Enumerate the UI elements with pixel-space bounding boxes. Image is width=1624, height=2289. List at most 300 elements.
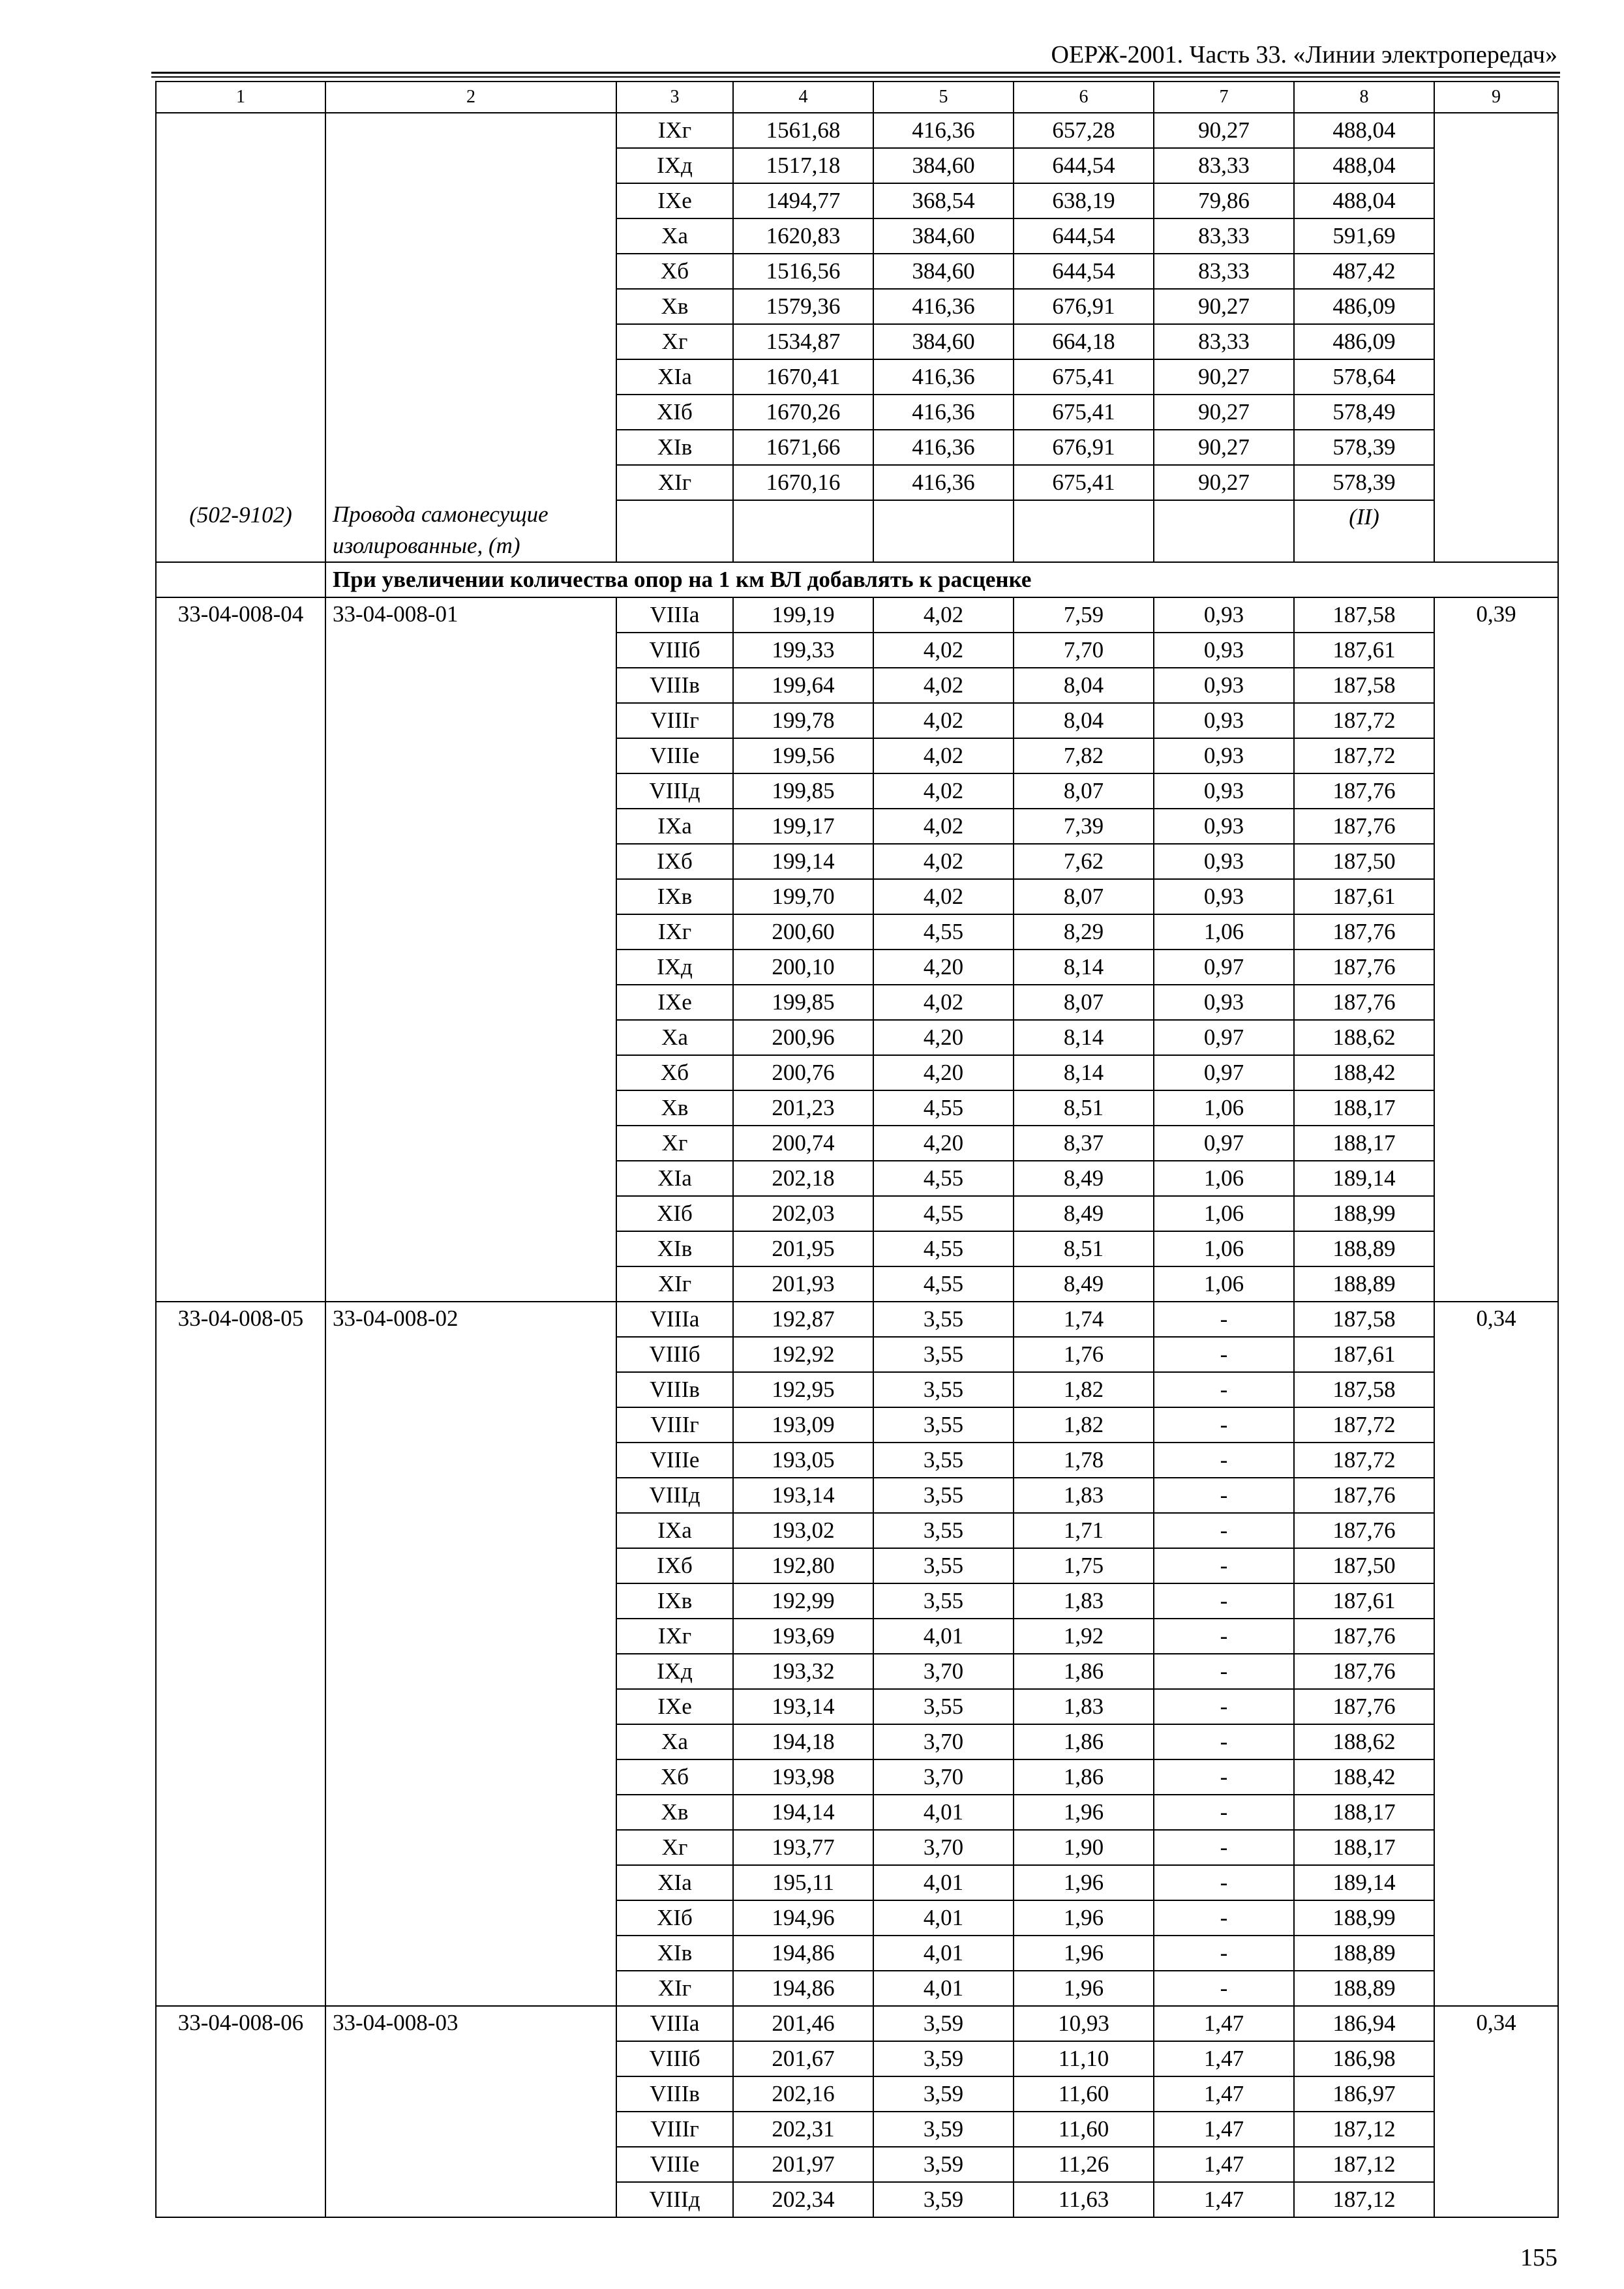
col-5-value-cell: 4,55 bbox=[873, 1231, 1014, 1266]
territory-zone-cell: IXд bbox=[616, 1654, 733, 1689]
col-8-value-cell: 187,50 bbox=[1294, 844, 1434, 879]
col-4-value-cell: 193,14 bbox=[733, 1689, 873, 1724]
rates-table-body bbox=[156, 82, 1558, 2217]
rate-code-cell: 33-04-008-06 bbox=[156, 2006, 325, 2217]
col-8-value-cell: 188,99 bbox=[1294, 1196, 1434, 1231]
col-4-value-cell: 193,69 bbox=[733, 1619, 873, 1654]
col-4-value-cell: 192,99 bbox=[733, 1583, 873, 1619]
col-8-value-cell: 187,72 bbox=[1294, 703, 1434, 738]
col-5-value-cell: 368,54 bbox=[873, 183, 1014, 218]
col-4-value-cell: 202,16 bbox=[733, 2076, 873, 2112]
col-7-value-cell: - bbox=[1154, 1724, 1294, 1759]
col-5-value-cell: 4,02 bbox=[873, 703, 1014, 738]
col-6-value-cell: 8,37 bbox=[1014, 1126, 1154, 1161]
col-7-value-cell: 0,97 bbox=[1154, 1055, 1294, 1090]
territory-zone-cell: Xа bbox=[616, 218, 733, 254]
col-7-value-cell: 83,33 bbox=[1154, 148, 1294, 183]
col-6-value-cell: 676,91 bbox=[1014, 289, 1154, 324]
col-5-value-cell: 4,01 bbox=[873, 1865, 1014, 1900]
territory-zone-cell: XIа bbox=[616, 1161, 733, 1196]
col-7-value-cell: 1,47 bbox=[1154, 2076, 1294, 2112]
col-7-value-cell: - bbox=[1154, 1372, 1294, 1407]
col-6-value-cell: 8,04 bbox=[1014, 668, 1154, 703]
col-6-value-cell: 1,96 bbox=[1014, 1971, 1154, 2006]
col-4-value-cell: 1579,36 bbox=[733, 289, 873, 324]
col-7-value-cell: - bbox=[1154, 1513, 1294, 1548]
col-8-value-cell: 187,72 bbox=[1294, 1407, 1434, 1443]
territory-zone-cell: XIг bbox=[616, 465, 733, 500]
col-5-value-cell: 3,55 bbox=[873, 1548, 1014, 1583]
column-number-1: 1 bbox=[156, 82, 325, 113]
col-5-value-cell: 3,55 bbox=[873, 1513, 1014, 1548]
col-5-value-cell: 3,55 bbox=[873, 1407, 1014, 1443]
territory-zone-cell: XIв bbox=[616, 430, 733, 465]
territory-zone-cell: VIIIб bbox=[616, 2041, 733, 2076]
col-7-value-cell: 0,93 bbox=[1154, 668, 1294, 703]
col-8-value-cell: 187,58 bbox=[1294, 1372, 1434, 1407]
col-7-value-cell: 83,33 bbox=[1154, 324, 1294, 359]
column-number-3: 3 bbox=[616, 82, 733, 113]
col-8-value-cell: 187,12 bbox=[1294, 2112, 1434, 2147]
col-6-value-cell: 1,96 bbox=[1014, 1900, 1154, 1936]
col-6-value-cell: 11,60 bbox=[1014, 2076, 1154, 2112]
territory-zone-cell: VIIIд bbox=[616, 2182, 733, 2217]
col-6-value-cell: 11,10 bbox=[1014, 2041, 1154, 2076]
col-6-value-cell: 638,19 bbox=[1014, 183, 1154, 218]
col-5-value-cell: 4,20 bbox=[873, 1126, 1014, 1161]
col-5-value-cell: 3,59 bbox=[873, 2182, 1014, 2217]
col-5-value-cell: 4,55 bbox=[873, 1090, 1014, 1126]
territory-zone-cell: Xг bbox=[616, 1830, 733, 1865]
territory-zone-cell: IXв bbox=[616, 1583, 733, 1619]
col-4-value-cell: 199,56 bbox=[733, 738, 873, 773]
col-6-value-cell: 1,86 bbox=[1014, 1724, 1154, 1759]
col-7-value-cell: 90,27 bbox=[1154, 113, 1294, 148]
col-4-value-cell: 200,96 bbox=[733, 1020, 873, 1055]
table-row bbox=[156, 597, 1558, 633]
col-5-value-cell: 4,55 bbox=[873, 1161, 1014, 1196]
col-6-value-cell: 1,75 bbox=[1014, 1548, 1154, 1583]
col-8-value-cell: 187,76 bbox=[1294, 1478, 1434, 1513]
col-4-value-cell bbox=[733, 500, 873, 562]
col-8-value-cell: 187,76 bbox=[1294, 985, 1434, 1020]
col-4-value-cell: 199,64 bbox=[733, 668, 873, 703]
col-5-value-cell: 3,59 bbox=[873, 2041, 1014, 2076]
col-5-value-cell: 416,36 bbox=[873, 395, 1014, 430]
col-5-value-cell: 4,02 bbox=[873, 985, 1014, 1020]
col-6-value-cell: 8,14 bbox=[1014, 950, 1154, 985]
col-4-value-cell: 194,18 bbox=[733, 1724, 873, 1759]
col-7-value-cell: - bbox=[1154, 1865, 1294, 1900]
territory-zone-cell: Xг bbox=[616, 1126, 733, 1161]
col-7-value-cell: 1,47 bbox=[1154, 2006, 1294, 2041]
col-4-value-cell: 201,67 bbox=[733, 2041, 873, 2076]
col-8-value-cell: 188,99 bbox=[1294, 1900, 1434, 1936]
rates-table bbox=[155, 81, 1559, 2218]
col-4-value-cell: 1670,16 bbox=[733, 465, 873, 500]
territory-zone-cell: VIIIе bbox=[616, 1443, 733, 1478]
col-4-value-cell: 192,92 bbox=[733, 1337, 873, 1372]
col-4-value-cell: 1516,56 bbox=[733, 254, 873, 289]
col-5-value-cell: 3,59 bbox=[873, 2112, 1014, 2147]
col-8-value-cell: 186,98 bbox=[1294, 2041, 1434, 2076]
territory-zone-cell: XIв bbox=[616, 1231, 733, 1266]
territory-zone-cell: Xб bbox=[616, 1055, 733, 1090]
col-8-value-cell: 188,62 bbox=[1294, 1020, 1434, 1055]
col-5-value-cell: 4,02 bbox=[873, 773, 1014, 809]
col-5-value-cell: 4,55 bbox=[873, 1266, 1014, 1302]
territory-zone-cell: XIб bbox=[616, 1196, 733, 1231]
col-4-value-cell: 199,17 bbox=[733, 809, 873, 844]
col-5-value-cell: 4,01 bbox=[873, 1936, 1014, 1971]
col-7-value-cell: 0,93 bbox=[1154, 844, 1294, 879]
col-5-value-cell: 3,70 bbox=[873, 1759, 1014, 1795]
territory-zone-cell: Xб bbox=[616, 254, 733, 289]
col-7-value-cell: - bbox=[1154, 1583, 1294, 1619]
col-7-value-cell: 1,06 bbox=[1154, 1090, 1294, 1126]
col-7-value-cell: 1,47 bbox=[1154, 2147, 1294, 2182]
col-5-value-cell: 3,55 bbox=[873, 1443, 1014, 1478]
col-4-value-cell: 199,85 bbox=[733, 773, 873, 809]
col-8-value-cell: 187,72 bbox=[1294, 738, 1434, 773]
col-8-value-cell: 188,42 bbox=[1294, 1055, 1434, 1090]
col-8-value-cell: 187,72 bbox=[1294, 1443, 1434, 1478]
col-8-value-cell: 187,61 bbox=[1294, 633, 1434, 668]
col-8-value-cell: 188,42 bbox=[1294, 1759, 1434, 1795]
col-6-value-cell: 8,07 bbox=[1014, 773, 1154, 809]
territory-zone-cell: VIIIб bbox=[616, 1337, 733, 1372]
col-8-value-cell: 187,58 bbox=[1294, 1302, 1434, 1337]
col-6-value-cell: 1,83 bbox=[1014, 1583, 1154, 1619]
col-7-value-cell: 1,47 bbox=[1154, 2112, 1294, 2147]
col-5-value-cell: 3,59 bbox=[873, 2006, 1014, 2041]
col-8-value-cell: 488,04 bbox=[1294, 148, 1434, 183]
territory-zone-cell: IXа bbox=[616, 809, 733, 844]
col-8-value-cell: 187,58 bbox=[1294, 668, 1434, 703]
col-4-value-cell: 193,32 bbox=[733, 1654, 873, 1689]
col-8-value-cell: 488,04 bbox=[1294, 113, 1434, 148]
col-9-value-cell: 0,34 bbox=[1434, 1302, 1558, 2006]
col-5-value-cell: 384,60 bbox=[873, 148, 1014, 183]
col-4-value-cell: 201,23 bbox=[733, 1090, 873, 1126]
col-6-value-cell: 1,86 bbox=[1014, 1654, 1154, 1689]
col-5-value-cell: 3,70 bbox=[873, 1830, 1014, 1865]
col-8-value-cell: 187,61 bbox=[1294, 1337, 1434, 1372]
rate-code-cell: 33-04-008-04 bbox=[156, 597, 325, 1302]
col-4-value-cell: 1670,41 bbox=[733, 359, 873, 395]
col-4-value-cell: 192,87 bbox=[733, 1302, 873, 1337]
column-number-5: 5 bbox=[873, 82, 1014, 113]
col-8-value-cell: 187,58 bbox=[1294, 597, 1434, 633]
col-4-value-cell: 199,78 bbox=[733, 703, 873, 738]
territory-zone-cell: VIIIе bbox=[616, 2147, 733, 2182]
col-6-value-cell: 664,18 bbox=[1014, 324, 1154, 359]
col-4-value-cell: 193,09 bbox=[733, 1407, 873, 1443]
territory-zone-cell: VIIIа bbox=[616, 1302, 733, 1337]
col-5-value-cell: 4,20 bbox=[873, 950, 1014, 985]
col-4-value-cell: 193,02 bbox=[733, 1513, 873, 1548]
territory-zone-cell: Xа bbox=[616, 1724, 733, 1759]
territory-zone-cell: IXг bbox=[616, 914, 733, 950]
col-6-value-cell: 1,83 bbox=[1014, 1478, 1154, 1513]
page-number: 155 bbox=[1520, 2244, 1557, 2271]
col-7-value-cell: 1,06 bbox=[1154, 914, 1294, 950]
col-9-value-cell bbox=[1434, 113, 1558, 562]
col-8-value-cell: 189,14 bbox=[1294, 1161, 1434, 1196]
territory-zone-cell: IXд bbox=[616, 950, 733, 985]
territory-zone-cell: VIIIа bbox=[616, 2006, 733, 2041]
col-7-value-cell: - bbox=[1154, 1971, 1294, 2006]
col-4-value-cell: 199,85 bbox=[733, 985, 873, 1020]
col-4-value-cell: 201,93 bbox=[733, 1266, 873, 1302]
section-note-row bbox=[156, 562, 1558, 597]
col-8-value-cell: 188,89 bbox=[1294, 1971, 1434, 2006]
col-5-value-cell: 416,36 bbox=[873, 359, 1014, 395]
col-5-value-cell: 4,02 bbox=[873, 633, 1014, 668]
col-4-value-cell: 201,46 bbox=[733, 2006, 873, 2041]
territory-zone-cell: Xа bbox=[616, 1020, 733, 1055]
col-4-value-cell: 193,77 bbox=[733, 1830, 873, 1865]
col-6-value-cell: 1,82 bbox=[1014, 1372, 1154, 1407]
column-number-7: 7 bbox=[1154, 82, 1294, 113]
col-5-value-cell: 4,01 bbox=[873, 1971, 1014, 2006]
col-7-value-cell: - bbox=[1154, 1302, 1294, 1337]
col-4-value-cell: 193,05 bbox=[733, 1443, 873, 1478]
col-8-value-cell: 188,17 bbox=[1294, 1126, 1434, 1161]
col-7-value-cell: 1,06 bbox=[1154, 1266, 1294, 1302]
territory-zone-cell: VIIIг bbox=[616, 2112, 733, 2147]
territory-zone-cell: IXг bbox=[616, 1619, 733, 1654]
col-8-value-cell: 188,89 bbox=[1294, 1266, 1434, 1302]
col-5-value-cell: 3,55 bbox=[873, 1583, 1014, 1619]
territory-zone-cell: XIг bbox=[616, 1971, 733, 2006]
col-8-value-cell: 486,09 bbox=[1294, 324, 1434, 359]
territory-zone-cell: VIIIв bbox=[616, 1372, 733, 1407]
resource-name-cell: Провода самонесущие изолированные, (т) bbox=[325, 113, 616, 562]
col-6-value-cell: 8,51 bbox=[1014, 1090, 1154, 1126]
col-4-value-cell: 1561,68 bbox=[733, 113, 873, 148]
col-7-value-cell: 90,27 bbox=[1154, 359, 1294, 395]
col-5-value-cell: 384,60 bbox=[873, 218, 1014, 254]
col-6-value-cell: 7,62 bbox=[1014, 844, 1154, 879]
col-8-value-cell: 187,76 bbox=[1294, 914, 1434, 950]
col-6-value-cell: 7,39 bbox=[1014, 809, 1154, 844]
col-8-value-cell: 578,39 bbox=[1294, 465, 1434, 500]
territory-zone-cell: IXа bbox=[616, 1513, 733, 1548]
col-8-value-cell: 486,09 bbox=[1294, 289, 1434, 324]
col-5-value-cell: 3,55 bbox=[873, 1689, 1014, 1724]
col-6-value-cell: 1,96 bbox=[1014, 1936, 1154, 1971]
col-5-value-cell: 4,02 bbox=[873, 879, 1014, 914]
col-6-value-cell: 11,60 bbox=[1014, 2112, 1154, 2147]
col-4-value-cell: 200,60 bbox=[733, 914, 873, 950]
territory-zone-cell: IXд bbox=[616, 148, 733, 183]
territory-zone-cell: IXе bbox=[616, 183, 733, 218]
col-6-value-cell: 1,92 bbox=[1014, 1619, 1154, 1654]
col-7-value-cell: 0,93 bbox=[1154, 985, 1294, 1020]
territory-zone-cell: IXв bbox=[616, 879, 733, 914]
col-4-value-cell: 192,95 bbox=[733, 1372, 873, 1407]
col-5-value-cell: 3,70 bbox=[873, 1654, 1014, 1689]
col-4-value-cell: 1671,66 bbox=[733, 430, 873, 465]
col-8-value-cell: 187,76 bbox=[1294, 809, 1434, 844]
col-4-value-cell: 192,80 bbox=[733, 1548, 873, 1583]
col-8-value-cell: 578,39 bbox=[1294, 430, 1434, 465]
col-4-value-cell: 194,86 bbox=[733, 1971, 873, 2006]
col-5-value-cell bbox=[873, 500, 1014, 562]
col-4-value-cell: 200,10 bbox=[733, 950, 873, 985]
col-7-value-cell: 0,97 bbox=[1154, 950, 1294, 985]
territory-zone-cell: VIIIг bbox=[616, 703, 733, 738]
col-4-value-cell: 200,76 bbox=[733, 1055, 873, 1090]
col-6-value-cell: 1,82 bbox=[1014, 1407, 1154, 1443]
col-6-value-cell: 1,96 bbox=[1014, 1795, 1154, 1830]
col-8-value-cell: 187,12 bbox=[1294, 2182, 1434, 2217]
col-4-value-cell: 199,70 bbox=[733, 879, 873, 914]
col-7-value-cell: - bbox=[1154, 1478, 1294, 1513]
col-6-value-cell: 7,70 bbox=[1014, 633, 1154, 668]
col-5-value-cell: 384,60 bbox=[873, 254, 1014, 289]
territory-zone-cell: VIIIд bbox=[616, 773, 733, 809]
col-4-value-cell: 202,18 bbox=[733, 1161, 873, 1196]
page-header-title: ОЕРЖ-2001. Часть 33. «Линии электропередач» bbox=[1051, 41, 1557, 68]
col-5-value-cell: 4,01 bbox=[873, 1795, 1014, 1830]
territory-zone-cell: IXб bbox=[616, 844, 733, 879]
col-8-value-cell: 187,76 bbox=[1294, 773, 1434, 809]
col-5-value-cell: 4,55 bbox=[873, 914, 1014, 950]
col-7-value-cell: - bbox=[1154, 1654, 1294, 1689]
col-4-value-cell: 1670,26 bbox=[733, 395, 873, 430]
col-4-value-cell: 199,33 bbox=[733, 633, 873, 668]
col-8-value-cell: 188,17 bbox=[1294, 1830, 1434, 1865]
col-6-value-cell: 8,29 bbox=[1014, 914, 1154, 950]
territory-zone-cell: VIIIв bbox=[616, 2076, 733, 2112]
territory-zone-cell: IXг bbox=[616, 113, 733, 148]
territory-zone-cell: IXе bbox=[616, 1689, 733, 1724]
col-7-value-cell: 1,06 bbox=[1154, 1231, 1294, 1266]
territory-zone-cell: Xв bbox=[616, 1795, 733, 1830]
col-6-value-cell: 675,41 bbox=[1014, 465, 1154, 500]
col-7-value-cell: 0,97 bbox=[1154, 1126, 1294, 1161]
col-9-value-cell: 0,34 bbox=[1434, 2006, 1558, 2217]
col-4-value-cell: 194,86 bbox=[733, 1936, 873, 1971]
table-row bbox=[156, 1302, 1558, 1337]
col-5-value-cell: 3,59 bbox=[873, 2076, 1014, 2112]
territory-zone-cell: XIв bbox=[616, 1936, 733, 1971]
col-6-value-cell: 8,51 bbox=[1014, 1231, 1154, 1266]
col-6-value-cell: 1,86 bbox=[1014, 1759, 1154, 1795]
col-7-value-cell: 0,93 bbox=[1154, 738, 1294, 773]
col-6-value-cell: 1,96 bbox=[1014, 1865, 1154, 1900]
col-5-value-cell: 416,36 bbox=[873, 430, 1014, 465]
col-4-value-cell: 1620,83 bbox=[733, 218, 873, 254]
col-7-value-cell: - bbox=[1154, 1759, 1294, 1795]
col-7-value-cell: 1,47 bbox=[1154, 2041, 1294, 2076]
col-5-value-cell: 384,60 bbox=[873, 324, 1014, 359]
col-5-value-cell: 4,20 bbox=[873, 1020, 1014, 1055]
col-4-value-cell: 202,34 bbox=[733, 2182, 873, 2217]
col-8-value-cell: 187,76 bbox=[1294, 1654, 1434, 1689]
col-6-value-cell: 8,49 bbox=[1014, 1161, 1154, 1196]
col-6-value-cell: 644,54 bbox=[1014, 218, 1154, 254]
col-4-value-cell: 194,96 bbox=[733, 1900, 873, 1936]
col-8-value-cell: 187,76 bbox=[1294, 950, 1434, 985]
col-6-value-cell: 657,28 bbox=[1014, 113, 1154, 148]
col-7-value-cell: - bbox=[1154, 1619, 1294, 1654]
col-4-value-cell: 201,95 bbox=[733, 1231, 873, 1266]
col-9-value-cell: 0,39 bbox=[1434, 597, 1558, 1302]
col-4-value-cell: 193,14 bbox=[733, 1478, 873, 1513]
col-6-value-cell: 1,71 bbox=[1014, 1513, 1154, 1548]
col-8-value-cell: 187,76 bbox=[1294, 1619, 1434, 1654]
col-6-value-cell: 8,49 bbox=[1014, 1196, 1154, 1231]
col-6-value-cell: 7,82 bbox=[1014, 738, 1154, 773]
table-row bbox=[156, 113, 1558, 148]
col-6-value-cell: 8,14 bbox=[1014, 1055, 1154, 1090]
col-5-value-cell: 3,55 bbox=[873, 1337, 1014, 1372]
section-note: При увеличении количества опор на 1 км ВЛ добавлять к расценке bbox=[325, 562, 1558, 597]
col-8-value-cell: 188,62 bbox=[1294, 1724, 1434, 1759]
base-rate-code-cell: 33-04-008-03 bbox=[325, 2006, 616, 2217]
col-8-value-cell: 188,17 bbox=[1294, 1090, 1434, 1126]
col-6-value-cell: 8,07 bbox=[1014, 879, 1154, 914]
col-7-value-cell: 0,93 bbox=[1154, 703, 1294, 738]
territory-zone-cell: XIа bbox=[616, 359, 733, 395]
col-5-value-cell: 4,02 bbox=[873, 597, 1014, 633]
table-row bbox=[156, 2006, 1558, 2041]
col-7-value-cell: 1,06 bbox=[1154, 1161, 1294, 1196]
territory-zone-cell: VIIIа bbox=[616, 597, 733, 633]
col-6-value-cell: 644,54 bbox=[1014, 254, 1154, 289]
col-8-value-cell: 187,61 bbox=[1294, 879, 1434, 914]
col-5-value-cell: 416,36 bbox=[873, 113, 1014, 148]
territory-zone-cell: IXе bbox=[616, 985, 733, 1020]
col-7-value-cell bbox=[1154, 500, 1294, 562]
territory-zone-cell: XIб bbox=[616, 395, 733, 430]
col-4-value-cell: 194,14 bbox=[733, 1795, 873, 1830]
territory-zone-cell: VIIIв bbox=[616, 668, 733, 703]
col-4-value-cell: 193,98 bbox=[733, 1759, 873, 1795]
territory-zone-cell: VIIIе bbox=[616, 738, 733, 773]
col-5-value-cell: 3,55 bbox=[873, 1302, 1014, 1337]
col-8-value-cell: 188,89 bbox=[1294, 1231, 1434, 1266]
col-7-value-cell: 83,33 bbox=[1154, 218, 1294, 254]
col-7-value-cell: 1,47 bbox=[1154, 2182, 1294, 2217]
col-6-value-cell: 675,41 bbox=[1014, 359, 1154, 395]
rate-code-cell: 33-04-008-05 bbox=[156, 1302, 325, 2006]
territory-zone-cell: Xб bbox=[616, 1759, 733, 1795]
col-4-value-cell: 200,74 bbox=[733, 1126, 873, 1161]
territory-zone-cell: VIIIг bbox=[616, 1407, 733, 1443]
col-5-value-cell: 4,02 bbox=[873, 844, 1014, 879]
col-8-value-cell: 187,61 bbox=[1294, 1583, 1434, 1619]
col-4-value-cell: 199,14 bbox=[733, 844, 873, 879]
col-7-value-cell: - bbox=[1154, 1830, 1294, 1865]
col-4-value-cell: 195,11 bbox=[733, 1865, 873, 1900]
col-5-value-cell: 3,55 bbox=[873, 1478, 1014, 1513]
col-8-value-cell: 188,89 bbox=[1294, 1936, 1434, 1971]
col-7-value-cell: 0,93 bbox=[1154, 633, 1294, 668]
col-6-value-cell: 10,93 bbox=[1014, 2006, 1154, 2041]
col-7-value-cell: - bbox=[1154, 1407, 1294, 1443]
territory-zone-cell: Xв bbox=[616, 289, 733, 324]
col-6-value-cell: 676,91 bbox=[1014, 430, 1154, 465]
col-5-value-cell: 3,55 bbox=[873, 1372, 1014, 1407]
col-7-value-cell: - bbox=[1154, 1795, 1294, 1830]
col-8-value-cell: 187,50 bbox=[1294, 1548, 1434, 1583]
col-8-value-cell: 187,76 bbox=[1294, 1689, 1434, 1724]
col-7-value-cell: 90,27 bbox=[1154, 395, 1294, 430]
